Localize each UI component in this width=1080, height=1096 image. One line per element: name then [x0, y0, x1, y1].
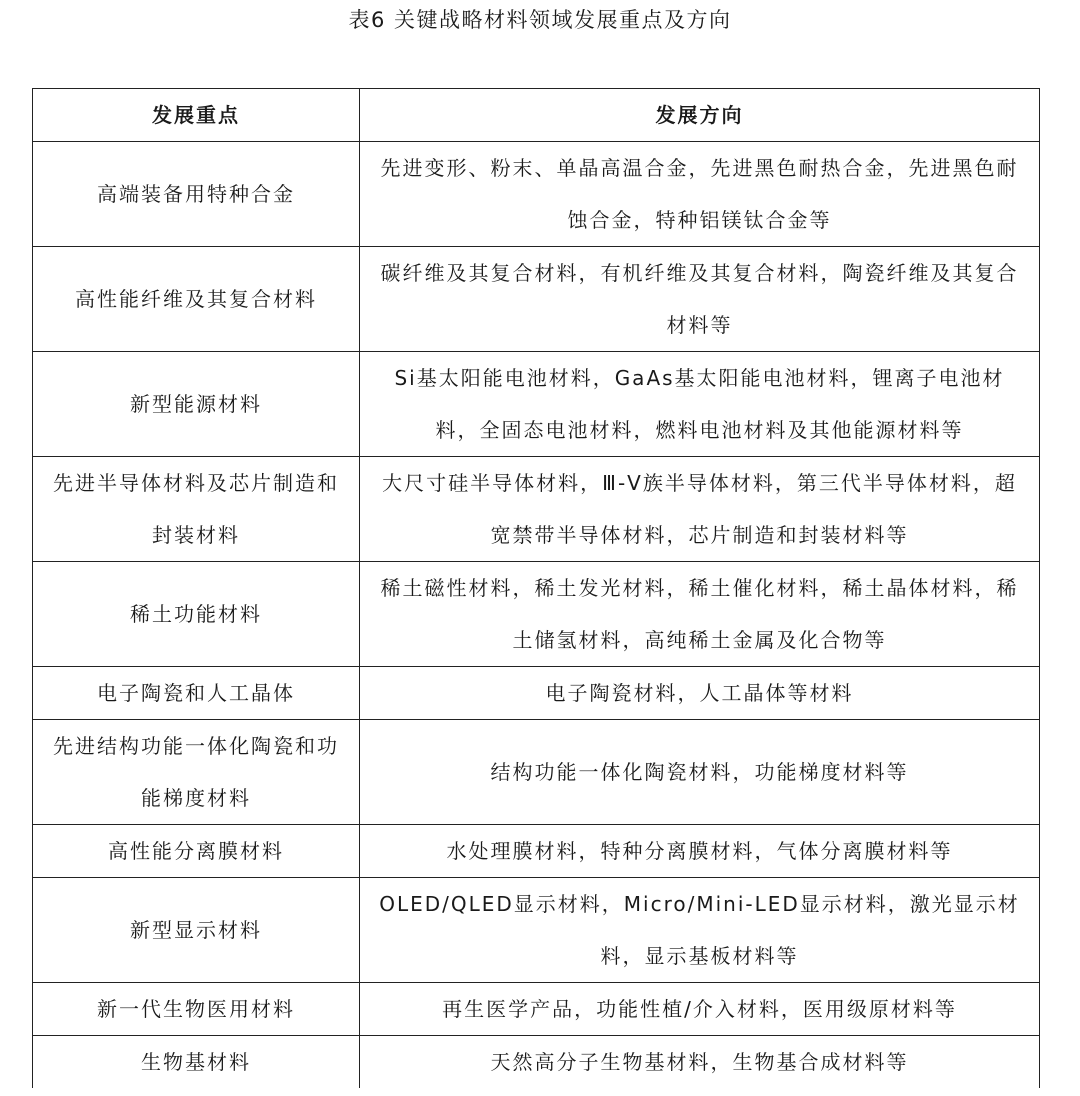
table-row	[33, 1036, 1040, 1089]
table-header-row	[33, 89, 1040, 142]
focus-cell: 先进结构功能一体化陶瓷和功能梯度材料	[33, 720, 360, 825]
focus-cell: 生物基材料	[33, 1036, 360, 1089]
direction-cell: 稀土磁性材料，稀土发光材料，稀土催化材料，稀土晶体材料，稀土储氢材料，高纯稀土金属及化合物等	[360, 562, 1040, 667]
direction-cell: 天然高分子生物基材料，生物基合成材料等	[360, 1036, 1040, 1089]
direction-cell: 碳纤维及其复合材料，有机纤维及其复合材料，陶瓷纤维及其复合材料等	[360, 247, 1040, 352]
table-row	[33, 457, 1040, 562]
table-row	[33, 562, 1040, 667]
direction-cell: OLED/QLED显示材料，Micro/Mini-LED显示材料，激光显示材料，显示基板材料等	[360, 878, 1040, 983]
table-row	[33, 352, 1040, 457]
focus-cell: 稀土功能材料	[33, 562, 360, 667]
focus-cell: 高端装备用特种合金	[33, 142, 360, 247]
table-row	[33, 983, 1040, 1036]
focus-cell: 先进半导体材料及芯片制造和封装材料	[33, 457, 360, 562]
focus-cell: 新一代生物医用材料	[33, 983, 360, 1036]
table-caption: 表6 关键战略材料领域发展重点及方向	[348, 8, 732, 32]
focus-cell: 新型能源材料	[33, 352, 360, 457]
strategic-materials-table	[32, 88, 1040, 1088]
focus-cell: 新型显示材料	[33, 878, 360, 983]
direction-cell: 再生医学产品，功能性植/介入材料，医用级原材料等	[360, 983, 1040, 1036]
table-row	[33, 878, 1040, 983]
focus-cell: 高性能分离膜材料	[33, 825, 360, 878]
column-header-direction: 发展方向	[360, 89, 1040, 142]
direction-cell: Si基太阳能电池材料，GaAs基太阳能电池材料，锂离子电池材料，全固态电池材料，燃料电池材料及其他能源材料等	[360, 352, 1040, 457]
table-row	[33, 667, 1040, 720]
direction-cell: 大尺寸硅半导体材料，Ⅲ-Ⅴ族半导体材料，第三代半导体材料，超宽禁带半导体材料，芯片制造和封装材料等	[360, 457, 1040, 562]
focus-cell: 电子陶瓷和人工晶体	[33, 667, 360, 720]
column-header-focus: 发展重点	[33, 89, 360, 142]
table-row	[33, 720, 1040, 825]
table-row	[33, 142, 1040, 247]
focus-cell: 高性能纤维及其复合材料	[33, 247, 360, 352]
direction-cell: 电子陶瓷材料，人工晶体等材料	[360, 667, 1040, 720]
direction-cell: 结构功能一体化陶瓷材料，功能梯度材料等	[360, 720, 1040, 825]
direction-cell: 先进变形、粉末、单晶高温合金，先进黑色耐热合金，先进黑色耐蚀合金，特种铝镁钛合金等	[360, 142, 1040, 247]
direction-cell: 水处理膜材料，特种分离膜材料，气体分离膜材料等	[360, 825, 1040, 878]
table-row	[33, 825, 1040, 878]
table-row	[33, 247, 1040, 352]
